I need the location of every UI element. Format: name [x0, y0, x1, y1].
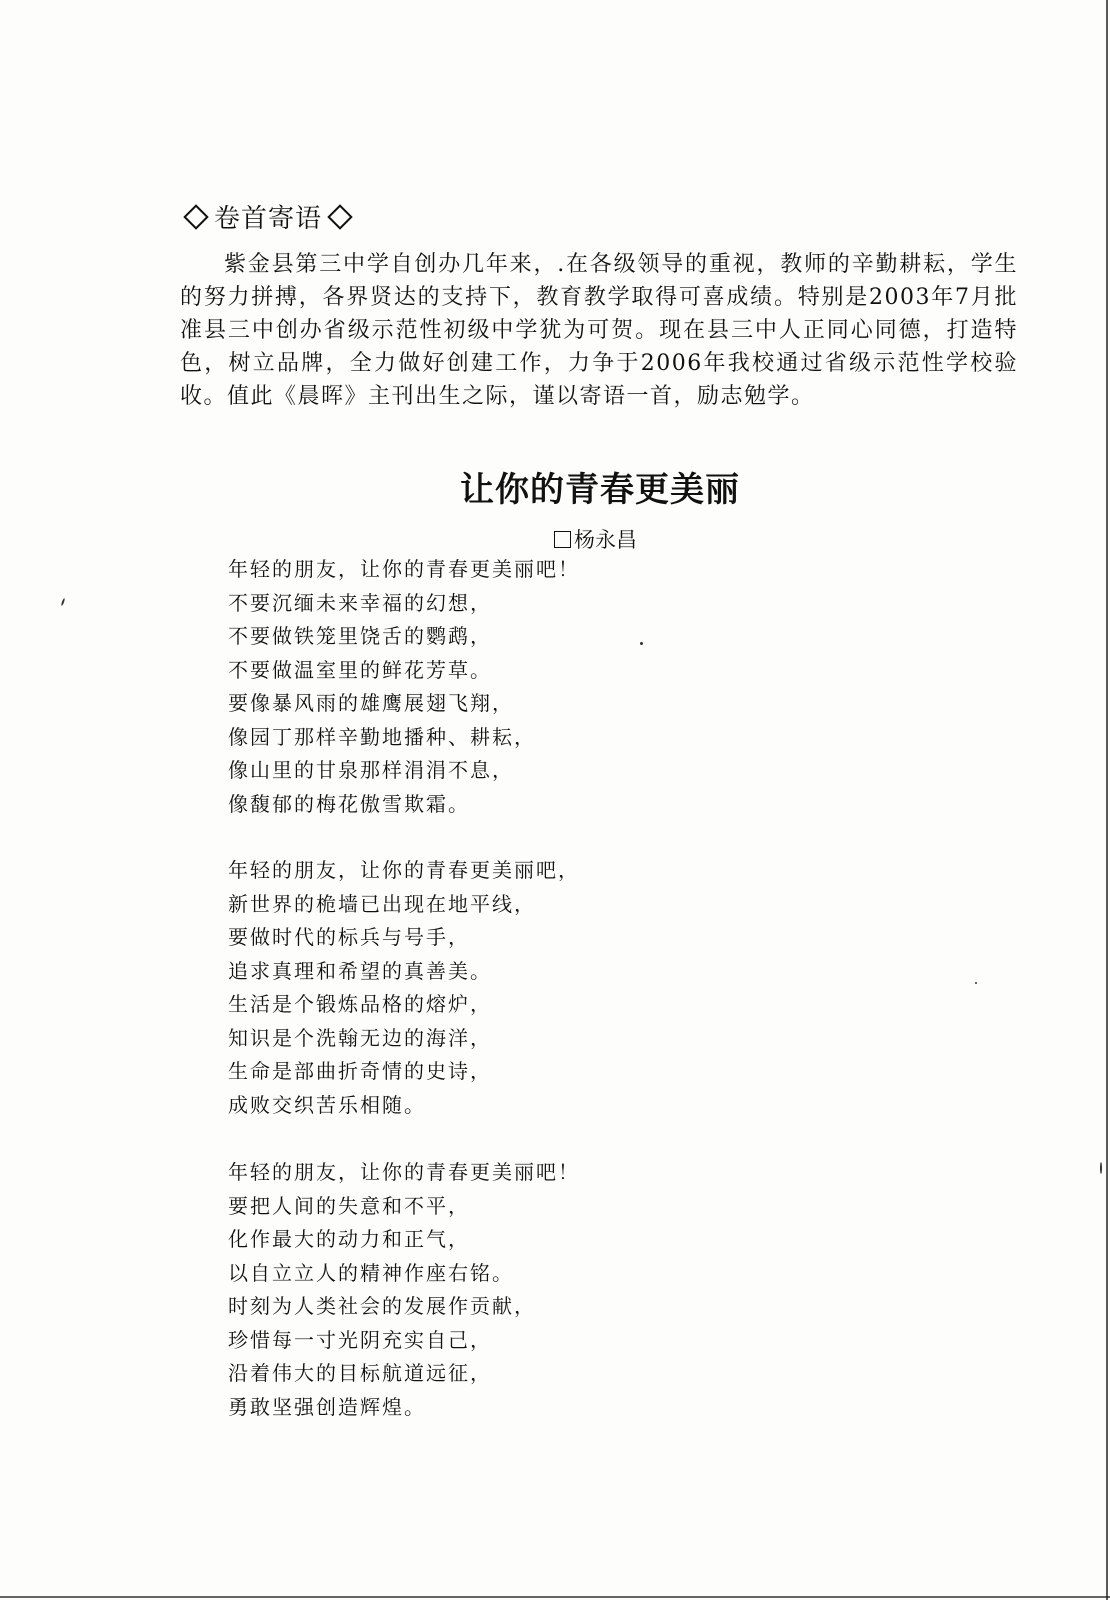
scan-edge-right	[1106, 0, 1108, 1600]
poem-line: 像馥郁的梅花傲雪欺霜。	[228, 791, 470, 816]
poem-line: 不要沉缅未来幸福的幻想，	[228, 590, 492, 615]
poem-line: 知识是个洗翰无边的海洋，	[228, 1025, 492, 1050]
poem-body	[228, 553, 580, 1457]
poem-line: 化作最大的动力和正气，	[228, 1227, 470, 1251]
poem-line: 生活是个锻炼品格的熔炉，	[228, 992, 492, 1016]
poem-line: 生命是部曲折奇情的史诗，	[228, 1059, 492, 1083]
poem-line: 新世界的桅墙已出现在地平线，	[228, 891, 536, 916]
section-heading	[180, 198, 356, 235]
diamond-icon	[327, 204, 352, 229]
poem-line: 要做时代的标兵与号手，	[228, 925, 470, 949]
poem-stanza	[228, 1156, 580, 1424]
poem-author-name: 杨永昌	[574, 528, 637, 552]
poem-line: 像山里的甘泉那样涓涓不息，	[228, 758, 514, 782]
poem-author	[554, 524, 637, 554]
square-icon	[554, 531, 571, 548]
poem-line: 像园丁那样辛勤地播种、耕耘，	[228, 724, 536, 749]
scan-speck	[1100, 1162, 1102, 1174]
poem-stanza	[228, 854, 580, 1122]
poem-line: 成败交织苦乐相随。	[228, 1092, 426, 1117]
poem-line: 年轻的朋友，让你的青春更美丽吧，	[228, 858, 580, 882]
poem-line: 要把人间的失意和不平，	[228, 1193, 470, 1218]
poem-line: 时刻为人类社会的发展作贡献，	[228, 1294, 536, 1318]
scan-edge-bottom	[0, 1596, 1110, 1598]
poem-line: 追求真理和希望的真善美。	[228, 958, 492, 983]
poem-line: 年轻的朋友，让你的青春更美丽吧！	[228, 557, 580, 581]
intro-paragraph: 紫金县第三中学自创办几年来，.在各级领导的重视，教师的辛勤耕耘，学生的努力拼搏，各界贤达的支持下，教育教学取得可喜成绩。特别是2003年7月批准县三中创办省级示范性初级中学犹为可贺。现在县三中人正同心同德，打造特色，树立品牌，全力做好创建工作，力争于2006年我校通过省级示范性学校验收。值此《晨晖》主刊出生之际，谨以寄语一首，励志勉学。	[180, 252, 1018, 409]
poem-title: 让你的青春更美丽	[460, 470, 740, 510]
scan-speck	[975, 982, 977, 984]
poem-line: 勇敢坚强创造辉煌。	[228, 1394, 426, 1419]
scan-speck	[640, 642, 643, 645]
poem-line: 不要做铁笼里饶舌的鹦鹉，	[228, 624, 492, 648]
section-heading-text: 卷首寄语	[214, 204, 323, 234]
diamond-icon	[183, 204, 208, 229]
poem-stanza	[228, 553, 580, 821]
scan-speck	[61, 598, 66, 606]
poem-line: 不要做温室里的鲜花芳草。	[228, 657, 492, 682]
poem-line: 珍惜每一寸光阴充实自己，	[228, 1327, 492, 1352]
poem-line: 以自立立人的精神作座右铭。	[228, 1260, 514, 1285]
poem-line: 要像暴风雨的雄鹰展翅飞翔，	[228, 691, 514, 715]
poem-line: 沿着伟大的目标航道远征，	[228, 1361, 492, 1385]
poem-line: 年轻的朋友，让你的青春更美丽吧！	[228, 1160, 580, 1184]
